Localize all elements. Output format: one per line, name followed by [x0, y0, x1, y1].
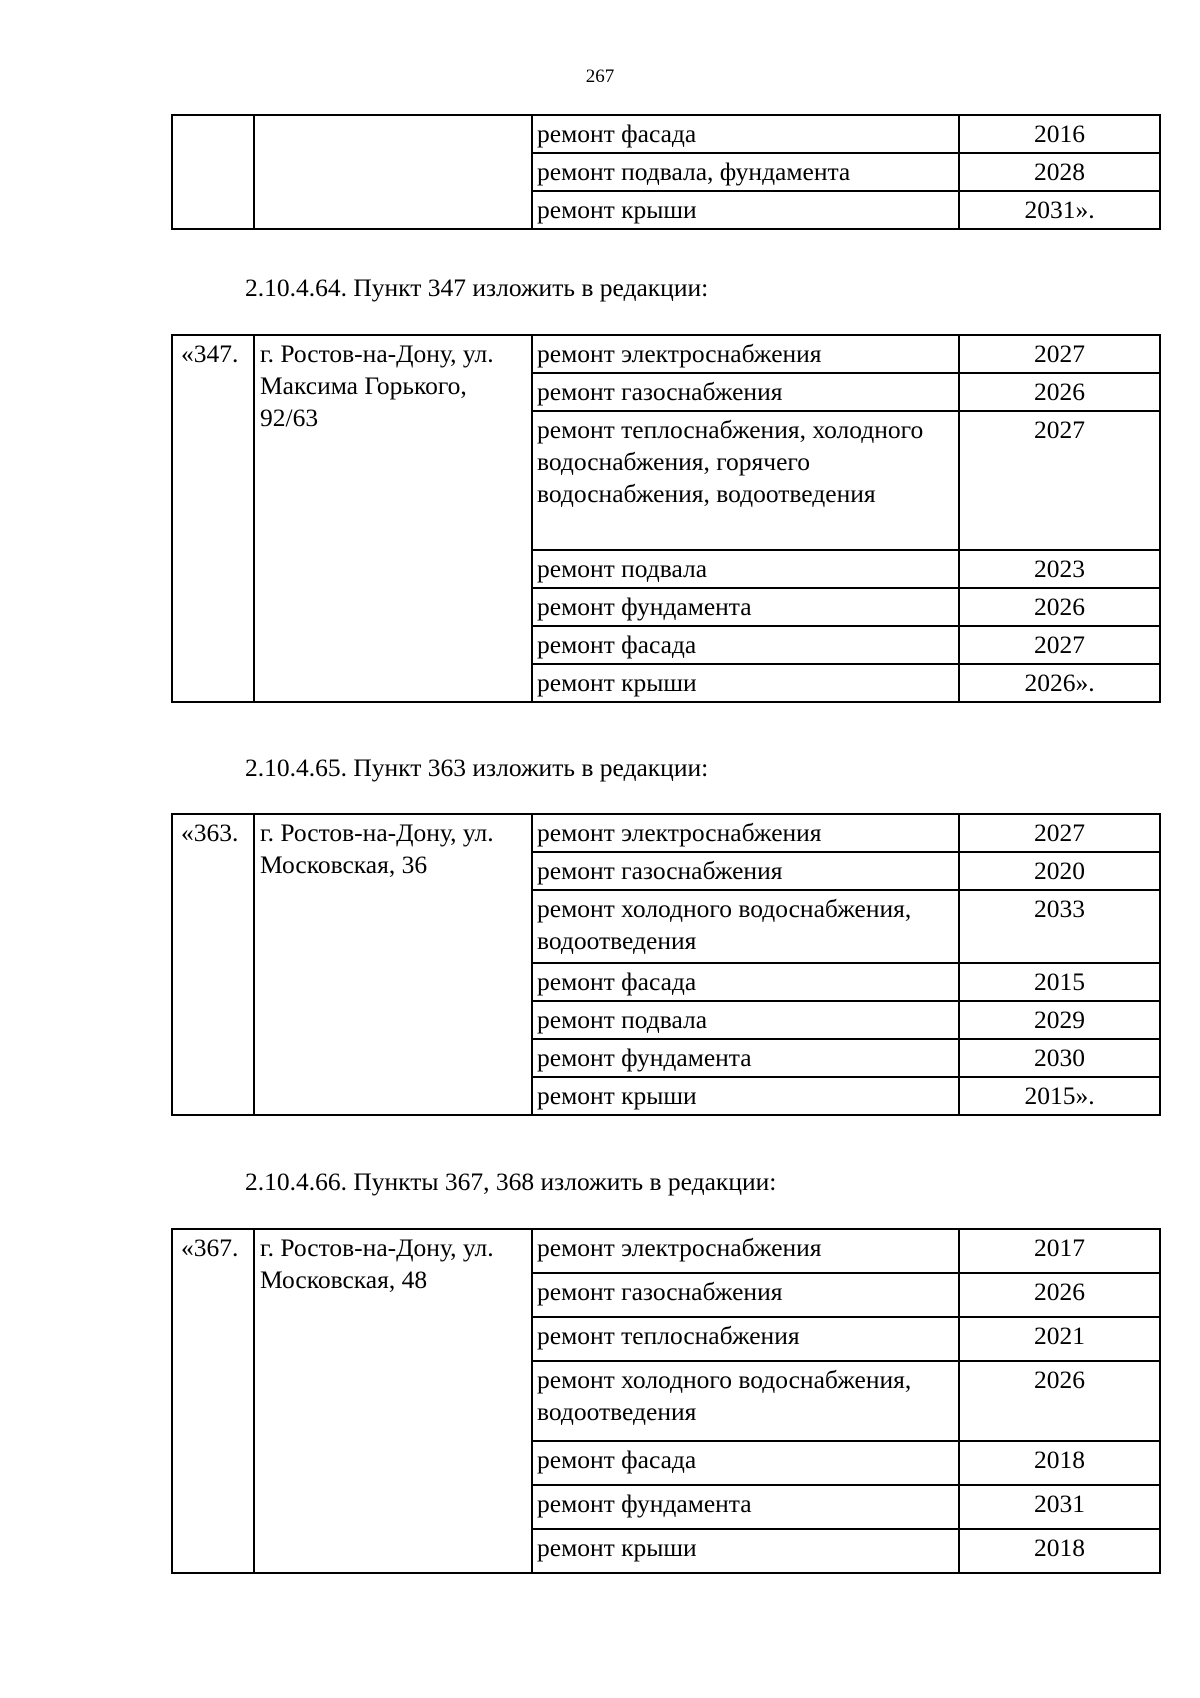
page-number: 267	[585, 66, 615, 87]
work-cell: ремонт холодного водоснабжения, водоотведения	[532, 890, 959, 963]
item-number-cell: «363.	[172, 814, 254, 1115]
table-row	[172, 814, 1160, 852]
work-cell: ремонт фасада	[532, 115, 959, 153]
work-cell: ремонт фасада	[532, 1441, 959, 1485]
item-number-cell: «367.	[172, 1229, 254, 1573]
work-cell: ремонт фундамента	[532, 1039, 959, 1077]
year-cell: 2015».	[959, 1077, 1160, 1115]
year-cell: 2026	[959, 1273, 1160, 1317]
section-heading-363: 2.10.4.65. Пункт 363 изложить в редакции:	[245, 753, 709, 782]
year-cell: 2030	[959, 1039, 1160, 1077]
work-cell: ремонт крыши	[532, 1077, 959, 1115]
year-cell: 2015	[959, 963, 1160, 1001]
work-cell: ремонт подвала	[532, 550, 959, 588]
table-row	[172, 1229, 1160, 1273]
work-cell: ремонт крыши	[532, 191, 959, 229]
work-cell: ремонт теплоснабжения	[532, 1317, 959, 1361]
year-cell: 2033	[959, 890, 1160, 963]
year-cell: 2016	[959, 115, 1160, 153]
work-cell: ремонт теплоснабжения, холодного водоснабжения, горячего водоснабжения, водоотведения	[532, 411, 959, 550]
year-cell: 2027	[959, 335, 1160, 373]
year-cell: 2027	[959, 411, 1160, 550]
year-cell: 2023	[959, 550, 1160, 588]
work-cell: ремонт электроснабжения	[532, 335, 959, 373]
item-number-cell: «347.	[172, 335, 254, 702]
table-row	[172, 335, 1160, 373]
year-cell: 2031».	[959, 191, 1160, 229]
table-row	[172, 115, 1160, 153]
year-cell: 2026».	[959, 664, 1160, 702]
year-cell: 2017	[959, 1229, 1160, 1273]
year-cell: 2028	[959, 153, 1160, 191]
year-cell: 2027	[959, 626, 1160, 664]
work-cell: ремонт крыши	[532, 1529, 959, 1573]
work-cell: ремонт подвала	[532, 1001, 959, 1039]
year-cell: 2021	[959, 1317, 1160, 1361]
year-cell: 2026	[959, 1361, 1160, 1441]
year-cell: 2027	[959, 814, 1160, 852]
address-cell: г. Ростов-на-Дону, ул. Московская, 36	[254, 814, 532, 1115]
address-cell: г. Ростов-на-Дону, ул. Максима Горького, 92/63	[254, 335, 532, 702]
year-cell: 2031	[959, 1485, 1160, 1529]
table-item-363	[171, 813, 1161, 1116]
work-cell: ремонт фасада	[532, 626, 959, 664]
address-cell: г. Ростов-на-Дону, ул. Московская, 48	[254, 1229, 532, 1573]
work-cell: ремонт газоснабжения	[532, 1273, 959, 1317]
year-cell: 2018	[959, 1529, 1160, 1573]
table-item-367	[171, 1228, 1161, 1574]
table-item-347	[171, 334, 1161, 703]
work-cell: ремонт электроснабжения	[532, 814, 959, 852]
work-cell: ремонт холодного водоснабжения, водоотведения	[532, 1361, 959, 1441]
work-cell: ремонт газоснабжения	[532, 373, 959, 411]
year-cell: 2026	[959, 588, 1160, 626]
section-heading-367: 2.10.4.66. Пункты 367, 368 изложить в редакции:	[245, 1167, 777, 1196]
year-cell: 2026	[959, 373, 1160, 411]
year-cell: 2029	[959, 1001, 1160, 1039]
work-cell: ремонт подвала, фундамента	[532, 153, 959, 191]
continuation-table	[171, 114, 1161, 230]
work-cell: ремонт крыши	[532, 664, 959, 702]
work-cell: ремонт фасада	[532, 963, 959, 1001]
year-cell: 2018	[959, 1441, 1160, 1485]
year-cell: 2020	[959, 852, 1160, 890]
work-cell: ремонт фундамента	[532, 588, 959, 626]
work-cell: ремонт газоснабжения	[532, 852, 959, 890]
work-cell: ремонт фундамента	[532, 1485, 959, 1529]
section-heading-347: 2.10.4.64. Пункт 347 изложить в редакции:	[245, 273, 709, 302]
item-number-cell	[172, 115, 254, 229]
work-cell: ремонт электроснабжения	[532, 1229, 959, 1273]
address-cell	[254, 115, 532, 229]
